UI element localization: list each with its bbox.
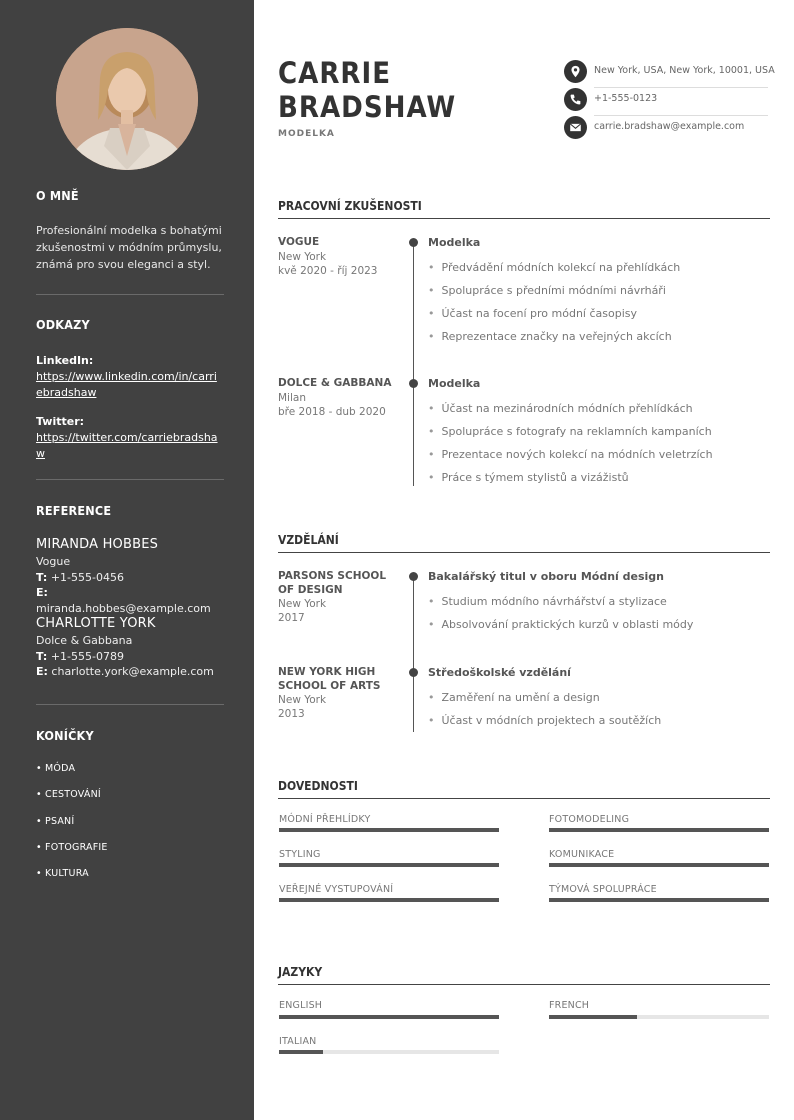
experience-bullet: • Spolupráce s fotografy na reklamních kampaních (428, 425, 712, 438)
timeline-dot (409, 668, 418, 677)
experience-org: DOLCE & GABBANA (278, 377, 392, 389)
about-line: známá pro svou eleganci a styl. (36, 258, 211, 271)
skill-label: STYLING (279, 849, 321, 860)
phone-icon (564, 88, 587, 111)
reference-email (36, 585, 226, 616)
hobbies-title: KONÍČKY (36, 728, 94, 743)
contact-text: +1-555-0123 (594, 93, 658, 104)
links-title: ODKAZY (36, 317, 90, 332)
about-title: O MNĚ (36, 188, 79, 203)
profile-photo (56, 28, 198, 170)
link-twitter (36, 413, 218, 462)
email-value: charlotte.york@example.com (51, 665, 214, 678)
skill-label: FOTOMODELING (549, 814, 630, 825)
skill-bar (549, 863, 769, 867)
skill-bar (549, 898, 769, 902)
education-year: 2017 (278, 612, 305, 624)
contact-text: New York, USA, New York, 10001, USA (594, 65, 775, 76)
experience-place: New York (278, 251, 327, 263)
experience-bullet: • Prezentace nových kolekcí na módních veletrzích (428, 448, 713, 461)
skill-bar (279, 898, 499, 902)
skill-bar-fill (549, 863, 769, 867)
education-place: New York (278, 598, 327, 610)
email-value: miranda.hobbes@example.com (36, 601, 211, 615)
languages-title: JAZYKY (278, 965, 770, 985)
location-pin-icon (564, 60, 587, 83)
language-label: ITALIAN (279, 1036, 317, 1047)
linkedin-link[interactable]: https://www.linkedin.com/in/carriebradshaw (36, 370, 217, 399)
language-label: ENGLISH (279, 1000, 323, 1011)
language-bar-fill (549, 1015, 637, 1019)
skill-bar-fill (279, 828, 499, 832)
skill-bar (279, 828, 499, 832)
skill-bar (279, 863, 499, 867)
skill-bar-fill (279, 863, 499, 867)
person-role: MODELKA (278, 129, 335, 139)
experience-dates: kvě 2020 - říj 2023 (278, 265, 378, 277)
phone-value: +1-555-0789 (50, 649, 124, 663)
reference-name: CHARLOTTE YORK (36, 616, 156, 631)
experience-bullet: • Spolupráce s předními módními návrháři (428, 284, 666, 297)
education-bullet: • Absolvování praktických kurzů v oblasti módy (428, 618, 693, 631)
skill-label: VEŘEJNÉ VYSTUPOVÁNÍ (279, 884, 394, 895)
reference-phone (36, 649, 226, 665)
skill-label: MÓDNÍ PŘEHLÍDKY (279, 814, 371, 825)
education-org-line: NEW YORK HIGH (278, 666, 376, 678)
skill-bar-fill (549, 898, 769, 902)
twitter-link[interactable]: https://twitter.com/carriebradshaw (36, 431, 218, 460)
hobby-item: • MÓDA (36, 763, 76, 774)
reference-company: Vogue (36, 555, 71, 568)
timeline-line (413, 576, 414, 732)
phone-label: T: (36, 649, 48, 663)
timeline-dot (409, 572, 418, 581)
education-title: VZDĚLÁNÍ (278, 533, 770, 553)
sidebar (0, 0, 254, 1120)
education-org-line: SCHOOL OF ARTS (278, 679, 381, 692)
timeline-dot (409, 379, 418, 388)
link-label: Twitter: (36, 415, 85, 428)
education-org-line: PARSONS SCHOOL (278, 570, 387, 582)
reference-name: MIRANDA HOBBES (36, 537, 159, 552)
education-year: 2013 (278, 708, 305, 720)
language-label: FRENCH (549, 1000, 590, 1011)
email-icon (564, 116, 587, 139)
education-org (278, 666, 398, 693)
experience-bullet: • Předvádění módních kolekcí na přehlídkách (428, 261, 680, 274)
divider (36, 479, 224, 480)
reference-card (36, 615, 226, 680)
experience-bullet: • Účast na focení pro módní časopisy (428, 307, 637, 320)
experience-bullet: • Účast na mezinárodních módních přehlídkách (428, 402, 693, 415)
email-label: E: (36, 586, 48, 599)
skill-label: KOMUNIKACE (549, 849, 615, 860)
language-bar-fill (279, 1015, 499, 1019)
reference-card (36, 536, 226, 616)
experience-org: VOGUE (278, 236, 320, 248)
experience-place: Milan (278, 392, 306, 404)
skill-bar-fill (279, 898, 499, 902)
education-org-line: OF DESIGN (278, 583, 343, 596)
email-label: E: (36, 665, 48, 678)
link-linkedin (36, 352, 218, 401)
language-bar (549, 1015, 769, 1019)
hobby-item: • CESTOVÁNÍ (36, 789, 101, 800)
reference-company: Dolce & Gabbana (36, 634, 133, 647)
language-bar (279, 1015, 499, 1019)
skill-bar (549, 828, 769, 832)
experience-dates: bře 2018 - dub 2020 (278, 406, 386, 418)
skills-title: DOVEDNOSTI (278, 779, 770, 799)
education-bullet: • Zaměření na umění a design (428, 691, 600, 704)
first-name: CARRIE (278, 56, 392, 90)
experience-title: PRACOVNÍ ZKUŠENOSTI (278, 199, 770, 219)
link-label: LinkedIn: (36, 354, 94, 367)
contact-phone (564, 88, 768, 116)
education-degree: Středoškolské vzdělání (428, 666, 571, 679)
language-bar-fill (279, 1050, 323, 1054)
phone-label: T: (36, 570, 48, 584)
contact-email (564, 116, 768, 144)
skill-label: TÝMOVÁ SPOLUPRÁCE (549, 884, 657, 895)
phone-value: +1-555-0456 (50, 570, 124, 584)
reference-phone (36, 570, 226, 586)
contact-text: carrie.bradshaw@example.com (594, 121, 745, 132)
reference-email (36, 664, 226, 680)
education-bullet: • Účast v módních projektech a soutěžích (428, 714, 661, 727)
divider (36, 294, 224, 295)
divider (36, 704, 224, 705)
experience-bullet: • Reprezentace značky na veřejných akcích (428, 330, 672, 343)
skill-bar-fill (549, 828, 769, 832)
education-degree: Bakalářský titul v oboru Módní design (428, 570, 664, 583)
about-text (36, 222, 226, 273)
experience-bullet: • Práce s týmem stylistů a vizážistů (428, 471, 629, 484)
experience-position: Modelka (428, 236, 481, 249)
language-bar (279, 1050, 499, 1054)
contact-address (564, 60, 775, 88)
timeline-dot (409, 238, 418, 247)
references-title: REFERENCE (36, 503, 112, 518)
last-name: BRADSHAW (278, 90, 457, 124)
experience-position: Modelka (428, 377, 481, 390)
timeline-line (413, 242, 414, 486)
hobby-item: • PSANÍ (36, 816, 75, 827)
education-place: New York (278, 694, 327, 706)
about-line: zkušenostmi v módním průmyslu, (36, 241, 222, 254)
education-bullet: • Studium módního návrhářství a stylizace (428, 595, 667, 608)
hobby-item: • FOTOGRAFIE (36, 842, 108, 853)
education-org (278, 570, 398, 597)
hobby-item: • KULTURA (36, 868, 89, 879)
about-line: Profesionální modelka s bohatými (36, 224, 222, 237)
person-name (278, 56, 456, 124)
